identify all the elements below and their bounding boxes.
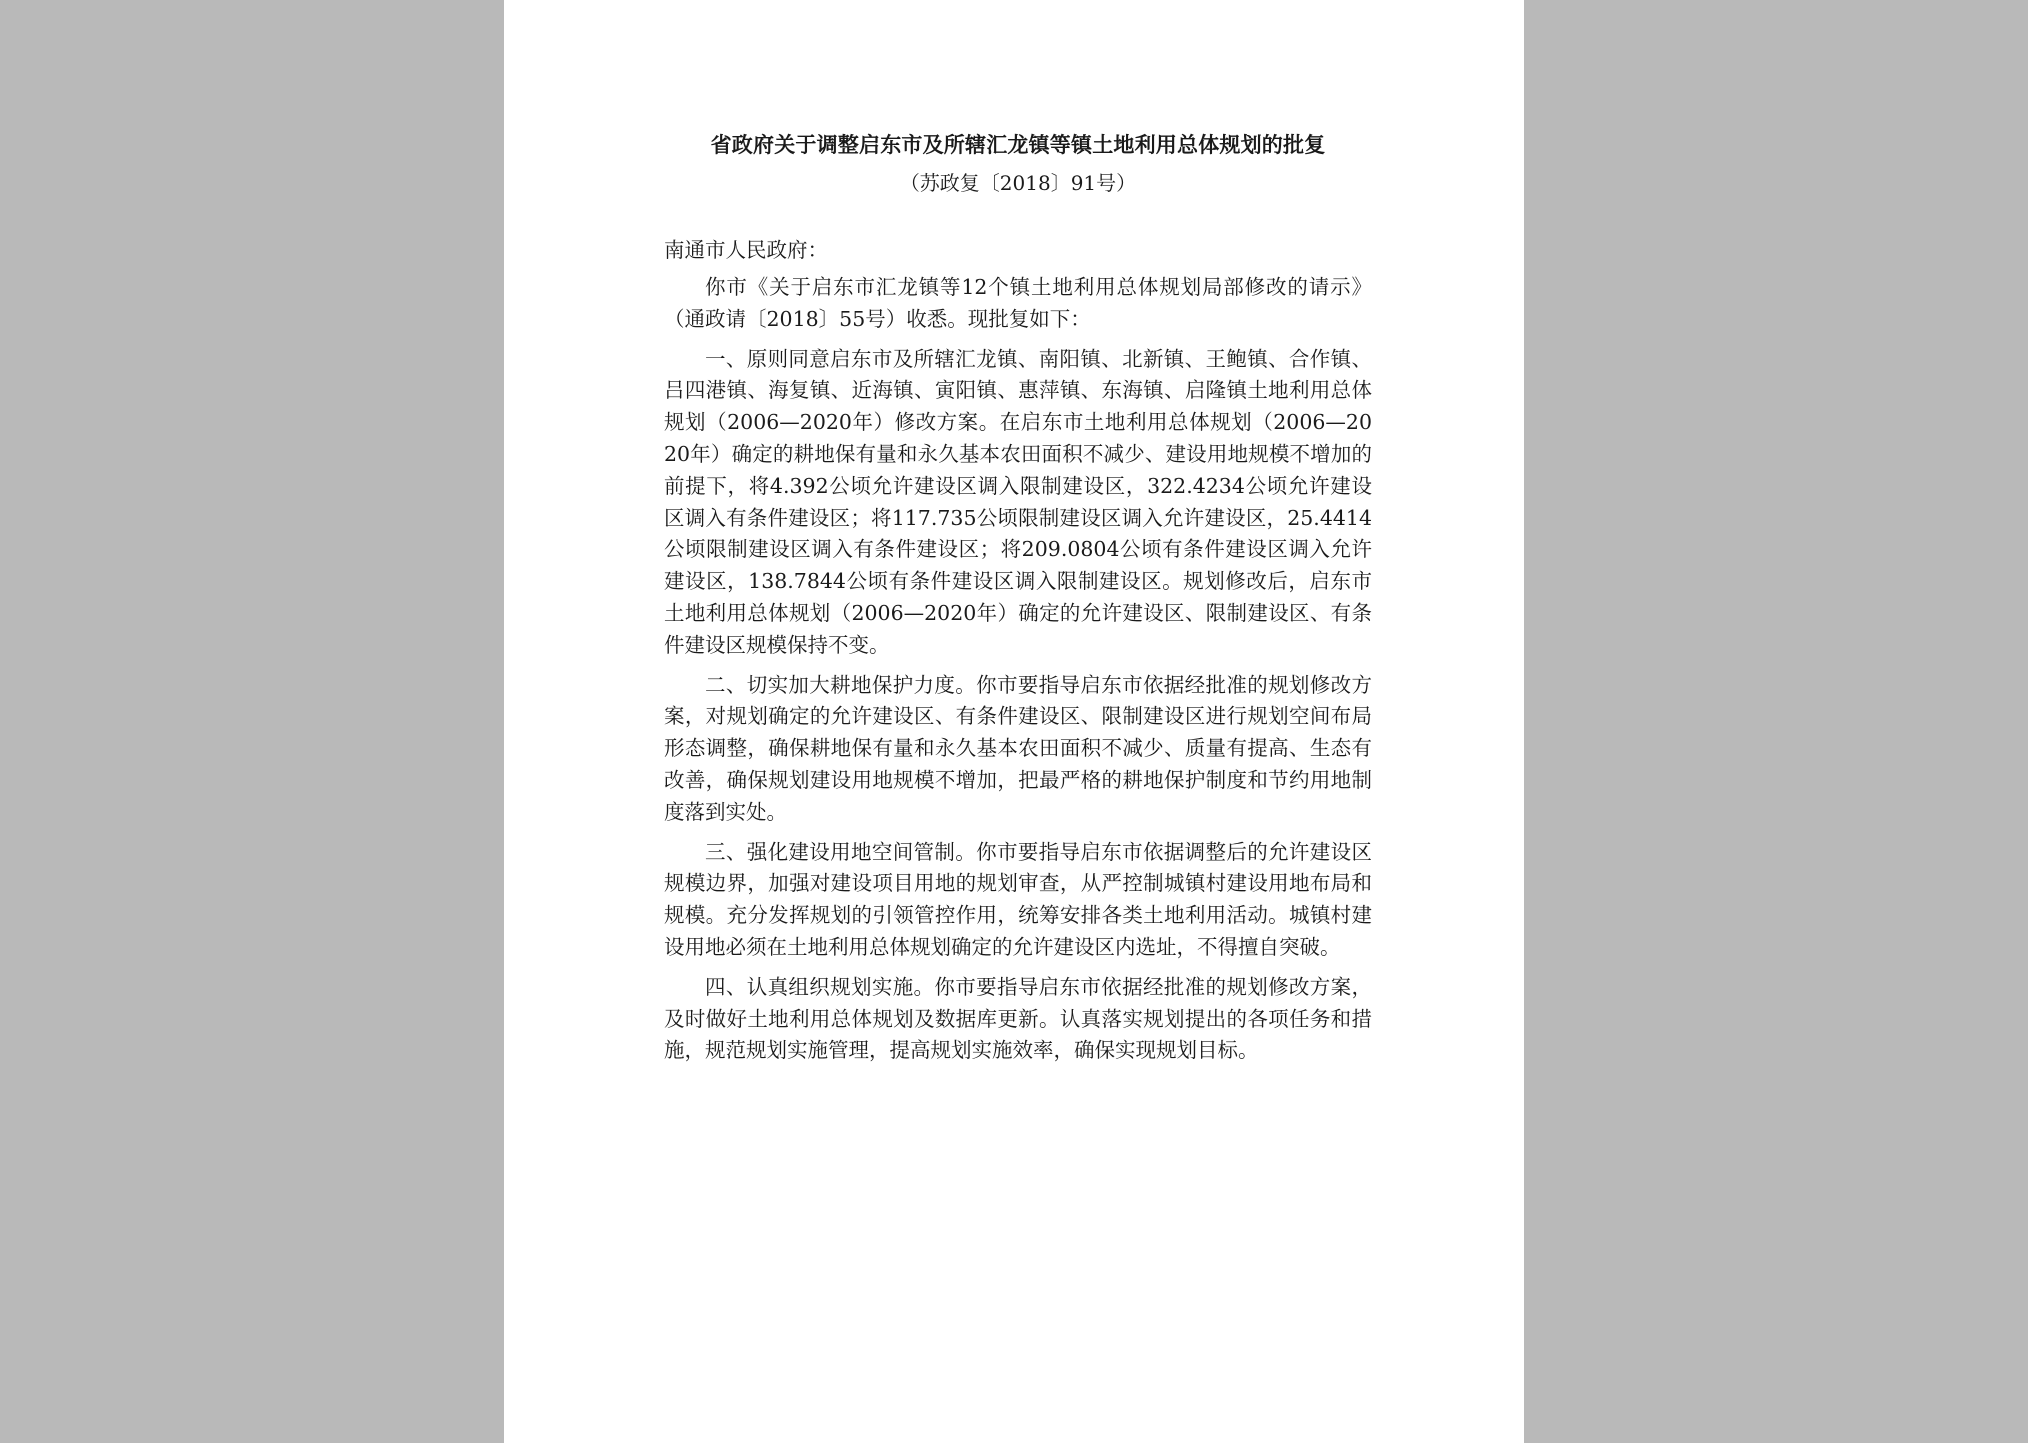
document-page — [504, 0, 1524, 1443]
document-number: （苏政复〔2018〕91号） — [899, 171, 1137, 195]
paragraph-item-4: 四、认真组织规划实施。你市要指导启东市依据经批准的规划修改方案，及时做好土地利用总体规划及数据库更新。认真落实规划提出的各项任务和措施，规范规划实施管理，提高规划实施效率，确保实现规划目标。 — [664, 974, 1372, 1063]
document-title: 省政府关于调整启东市及所辖汇龙镇等镇土地利用总体规划的批复 — [710, 133, 1326, 157]
salutation: 南通市人民政府： — [664, 238, 828, 262]
paragraph-item-1: 一、原则同意启东市及所辖汇龙镇、南阳镇、北新镇、王鲍镇、合作镇、吕四港镇、海复镇、近海镇、寅阳镇、惠萍镇、东海镇、启隆镇土地利用总体规划（2006—2020年）修改方案。在启东市土地利用总体规划（2006—2020年）确定的耕地保有量和永久基本农田面积不减少、建设用地规模不增加的前提下，将4.392公顷允许建设区调入限制建设区，322.4234公顷允许建设区调入有条件建设区；将117.735公顷限制建设区调入允许建设区，25.4414公顷限制建设区调入有条件建设区；将209.0804公顷有条件建设区调入允许建设区，138.7844公顷有条件建设区调入限制建设区。规划修改后，启东市土地利用总体规划（2006—2020年）确定的允许建设区、限制建设区、有条件建设区规模保持不变。 — [664, 346, 1372, 657]
page-content — [664, 128, 1372, 1067]
paragraph-item-2: 二、切实加大耕地保护力度。你市要指导启东市依据经批准的规划修改方案，对规划确定的允许建设区、有条件建设区、限制建设区进行规划空间布局形态调整，确保耕地保有量和永久基本农田面积不减少、质量有提高、生态有改善，确保规划建设用地规模不增加，把最严格的耕地保护制度和节约用地制度落到实处。 — [664, 672, 1372, 824]
paragraph-intro: 你市《关于启东市汇龙镇等12个镇土地利用总体规划局部修改的请示》（通政请〔2018〕55号）收悉。现批复如下： — [664, 275, 1372, 331]
paragraph-item-3: 三、强化建设用地空间管制。你市要指导启东市依据调整后的允许建设区规模边界，加强对建设项目用地的规划审查，从严控制城镇村建设用地布局和规模。充分发挥规划的引领管控作用，统筹安排各类土地利用活动。城镇村建设用地必须在土地利用总体规划确定的允许建设区内选址，不得擅自突破。 — [664, 839, 1372, 959]
